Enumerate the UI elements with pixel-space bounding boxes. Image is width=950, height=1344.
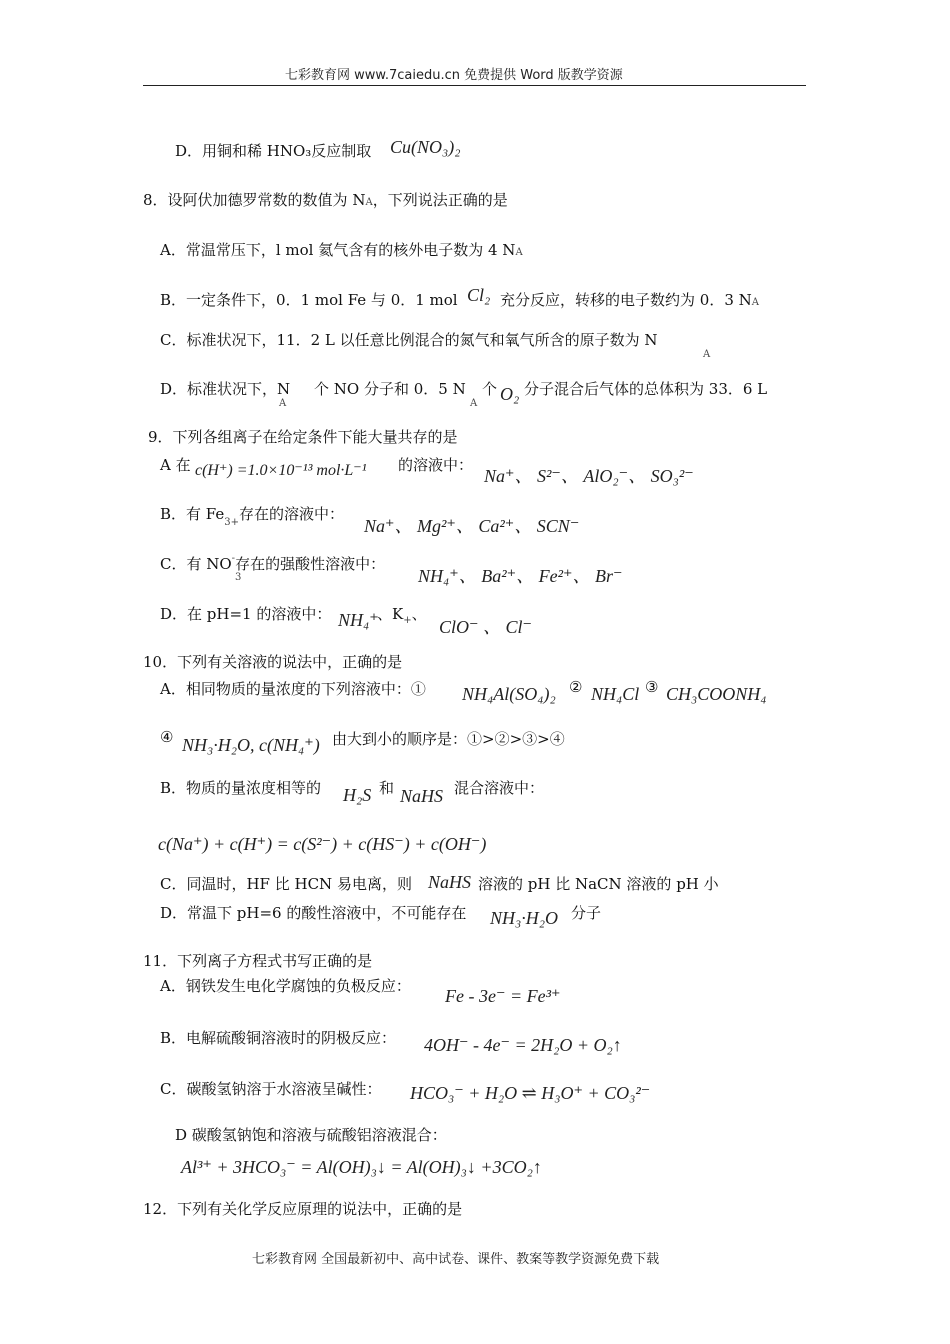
q11-option-d: D 碳酸氢钠饱和溶液与硫酸铝溶液混合：: [175, 1126, 447, 1144]
q11-b-equation: 4OH⁻ - 4e⁻ = 2H₂O + O₂↑: [424, 1035, 622, 1055]
q10-b-equation: c(Na⁺) + c(H⁺) = c(S²⁻) + c(HS⁻) + c(OH⁻): [158, 834, 487, 854]
q8-option-c: C．标准状况下，11．2 L 以任意比例混合的氮气和氧气所含的原子数为 N: [160, 331, 658, 349]
q8-option-d-tail: 分子混合后气体的总体积为 33．6 L: [524, 380, 768, 398]
header-rule: [143, 85, 806, 86]
q10-option-d: D．常温下 pH=6 的酸性溶液中，不可能存在: [160, 904, 467, 922]
q10-b-tail: 混合溶液中：: [454, 779, 545, 797]
q8-d-formula: O₂: [500, 384, 520, 404]
q10-a-order: 由大到小的顺序是：①>②>③>④: [332, 730, 565, 748]
q11-a-equation: Fe - 3e⁻ = Fe³⁺: [445, 986, 561, 1006]
q10-a-circle2: ②: [569, 678, 583, 696]
q10-option-b: B．物质的量浓度相等的: [160, 779, 322, 797]
q11-d-equation: Al³⁺ + 3HCO₃⁻ = Al(OH)₃↓ = Al(OH)₃↓ +3CO₂↑: [181, 1157, 542, 1177]
q10-option-a: A．相同物质的量浓度的下列溶液中：①: [160, 680, 426, 698]
q9-option-c: C．有 NO-存在的强酸性溶液中：: [160, 553, 386, 573]
q10-stem: 10．下列有关溶液的说法中，正确的是: [143, 653, 403, 671]
q9-d-ions: ClO⁻ 、 Cl⁻: [439, 617, 533, 637]
q7-option-d: D．用铜和稀 HNO₃反应制取: [175, 142, 372, 160]
q8-option-d-ge: 个: [482, 380, 498, 398]
q9-stem: 9．下列各组离子在给定条件下能大量共存的是: [148, 428, 458, 446]
q9-d-k: 、$K_+$、: [377, 605, 427, 626]
q10-a-formula2: NH₄Cl: [591, 684, 640, 704]
q10-a-formula4: NH₃·H₂O, c(NH₄⁺): [182, 735, 320, 755]
q9-c-sub: 3: [235, 572, 242, 583]
q8-stem: 8．设阿伏加德罗常数的数值为 NA，下列说法正确的是: [143, 191, 508, 209]
q9-option-d: D．在 pH=1 的溶液中：: [160, 605, 332, 623]
q10-d-formula: NH₃·H₂O: [490, 908, 559, 928]
q9-c-ions: NH₄⁺、 Ba²⁺、 Fe²⁺、 Br⁻: [418, 566, 623, 586]
q10-a-circle3: ③: [645, 678, 659, 696]
q8-d-sub2: A: [470, 398, 478, 409]
q8-d-sub1: A: [279, 398, 287, 409]
q10-c-tail: 溶液的 pH 比 NaCN 溶液的 pH 小: [478, 875, 719, 893]
q11-option-b: B．电解硫酸铜溶液时的阴极反应：: [160, 1029, 397, 1047]
q8-option-d-mid: 个 NO 分子和 0．5 N: [314, 380, 466, 398]
q10-b-and: 和: [379, 779, 395, 797]
q9-option-a: A 在: [160, 456, 191, 474]
q9-d-ion1: NH₄⁺: [338, 610, 379, 630]
q9-a-condition: c(H⁺) =1.0×10⁻¹³ mol·L⁻¹: [195, 462, 367, 479]
q10-option-c: C．同温时，HF 比 HCN 易电离，则: [160, 875, 412, 893]
q8-b-formula: Cl₂: [467, 285, 491, 305]
q11-stem: 11．下列离子方程式书写正确的是: [143, 952, 373, 970]
q8-option-b-tail: 充分反应，转移的电子数约为 0．3 NA: [500, 291, 759, 309]
q8-c-sub: A: [703, 349, 711, 360]
q10-a-formula1: NH₄Al(SO₄)₂: [462, 684, 556, 704]
q8-option-d: D．标准状况下，N: [160, 380, 291, 398]
q8-option-b: B．一定条件下，0．1 mol Fe 与 0．1 mol: [160, 291, 458, 309]
page-header: 七彩教育网 www.7caiedu.cn 免费提供 Word 版教学资源: [285, 68, 623, 83]
q11-option-a: A．钢铁发生电化学腐蚀的负极反应：: [160, 977, 411, 995]
q10-d-tail: 分子: [571, 904, 602, 922]
q7-d-formula: Cu(NO₃)₂: [390, 137, 461, 157]
q12-stem: 12．下列有关化学反应原理的说法中，正确的是: [143, 1200, 463, 1218]
q10-b-formula2: NaHS: [400, 786, 444, 806]
q9-a-ions: Na⁺、 S²⁻、 AlO₂⁻、 SO₃²⁻: [484, 466, 694, 486]
q8-option-a: A．常温常压下，l mol 氦气含有的核外电子数为 4 NA: [160, 241, 523, 259]
page-footer: 七彩教育网 全国最新初中、高中试卷、课件、教案等教学资源免费下载: [252, 1252, 660, 1267]
q10-a-formula3: CH₃COONH₄: [666, 684, 767, 704]
q11-c-equation: HCO₃⁻ + H₂O ⇌ H₃O⁺ + CO₃²⁻: [410, 1083, 651, 1103]
q10-b-formula1: H₂S: [343, 785, 372, 805]
q10-a-circle4: ④: [160, 728, 174, 746]
q11-option-c: C．碳酸氢钠溶于水溶液呈碱性：: [160, 1080, 382, 1098]
q9-a-tail: 的溶液中：: [398, 456, 474, 474]
q9-b-ions: Na⁺、 Mg²⁺、 Ca²⁺、 SCN⁻: [364, 516, 580, 536]
q9-option-b: B．有 $Fe_{3+}$存在的溶液中：: [160, 505, 345, 528]
q10-c-formula: NaHS: [428, 872, 472, 892]
